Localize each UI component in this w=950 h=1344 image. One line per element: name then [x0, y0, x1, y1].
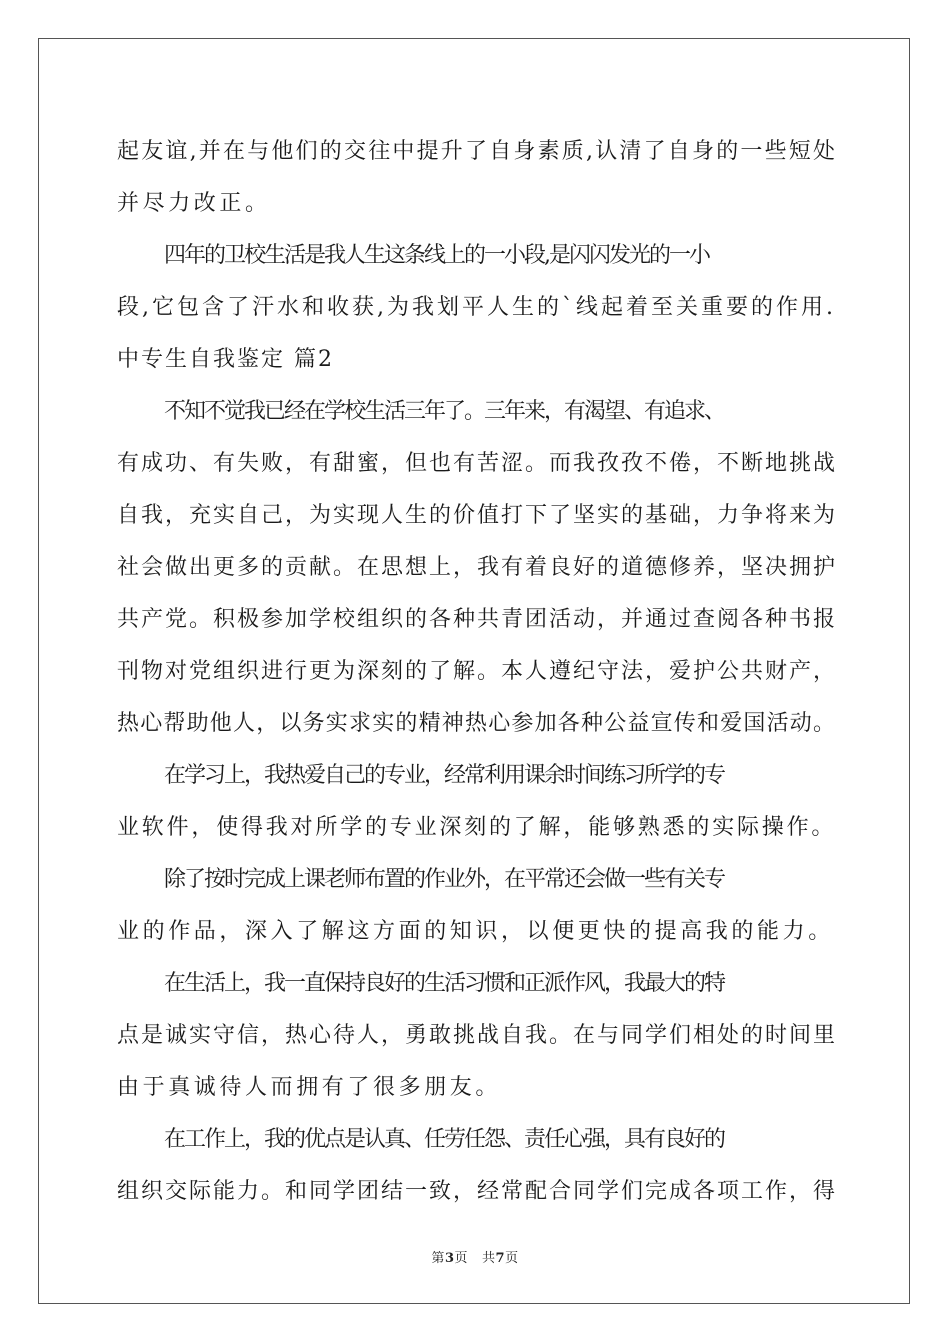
text-line: 组织交际能力。和同学团结一致，经常配合同学们完成各项工作，得 — [117, 1179, 838, 1204]
text-line: 点是诚实守信，热心待人，勇敢挑战自我。在与同学们相处的时间里 — [117, 1023, 838, 1048]
page-suffix: 页 — [454, 1251, 468, 1266]
text-line: 段,它包含了汗水和收获,为我划平人生的`线起着至关重要的作用. — [117, 295, 836, 320]
text-line: 业的作品，深入了解这方面的知识，以便更快的提高我的能力。 — [117, 919, 834, 944]
text-line: 自我，充实自己，为实现人生的价值打下了坚实的基础，力争将来为 — [117, 503, 838, 528]
text-line: 在生活上，我一直保持良好的生活习惯和正派作风，我最大的特 — [164, 971, 725, 996]
text-line: 不知不觉我已经在学校生活三年了。三年来，有渴望、有追求、 — [164, 399, 725, 424]
text-line: 由于真诚待人而拥有了很多朋友。 — [117, 1075, 502, 1100]
text-line: 有成功、有失败，有甜蜜，但也有苦涩。而我孜孜不倦，不断地挑战 — [117, 451, 838, 476]
text-line: 业软件，使得我对所学的专业深刻的了解，能够熟悉的实际操作。 — [117, 815, 837, 840]
text-line: 热心帮助他人，以务实求实的精神热心参加各种公益宣传和爱国活动。 — [117, 711, 837, 736]
page-total: 7 — [495, 1251, 506, 1266]
total-suffix: 页 — [505, 1251, 519, 1266]
document-body — [117, 126, 837, 1218]
page-footer — [0, 1247, 950, 1266]
text-line: 起友谊,并在与他们的交往中提升了自身素质,认清了自身的一些短处 — [117, 139, 838, 164]
page-prefix: 第 — [431, 1251, 445, 1266]
text-line: 共产党。积极参加学校组织的各种共青团活动，并通过查阅各种书报 — [117, 607, 838, 632]
page-current: 3 — [444, 1251, 455, 1266]
text-line: 在学习上，我热爱自己的专业，经常利用课余时间练习所学的专 — [164, 763, 725, 788]
text-line: 刊物对党组织进行更为深刻的了解。本人遵纪守法，爱护公共财产， — [117, 659, 838, 684]
text-line: 在工作上，我的优点是认真、任劳任怨、责任心强，具有良好的 — [164, 1127, 725, 1152]
text-line: 并尽力改正。 — [117, 191, 271, 216]
total-prefix: 共 — [482, 1251, 496, 1266]
text-line: 社会做出更多的贡献。在思想上，我有着良好的道德修养，坚决拥护 — [117, 555, 838, 580]
text-line: 四年的卫校生活是我人生这条线上的一小段,是闪闪发光的一小 — [164, 243, 709, 268]
text-line: 除了按时完成上课老师布置的作业外，在平常还会做一些有关专 — [164, 867, 725, 892]
section-heading: 中专生自我鉴定 篇2 — [117, 347, 334, 372]
